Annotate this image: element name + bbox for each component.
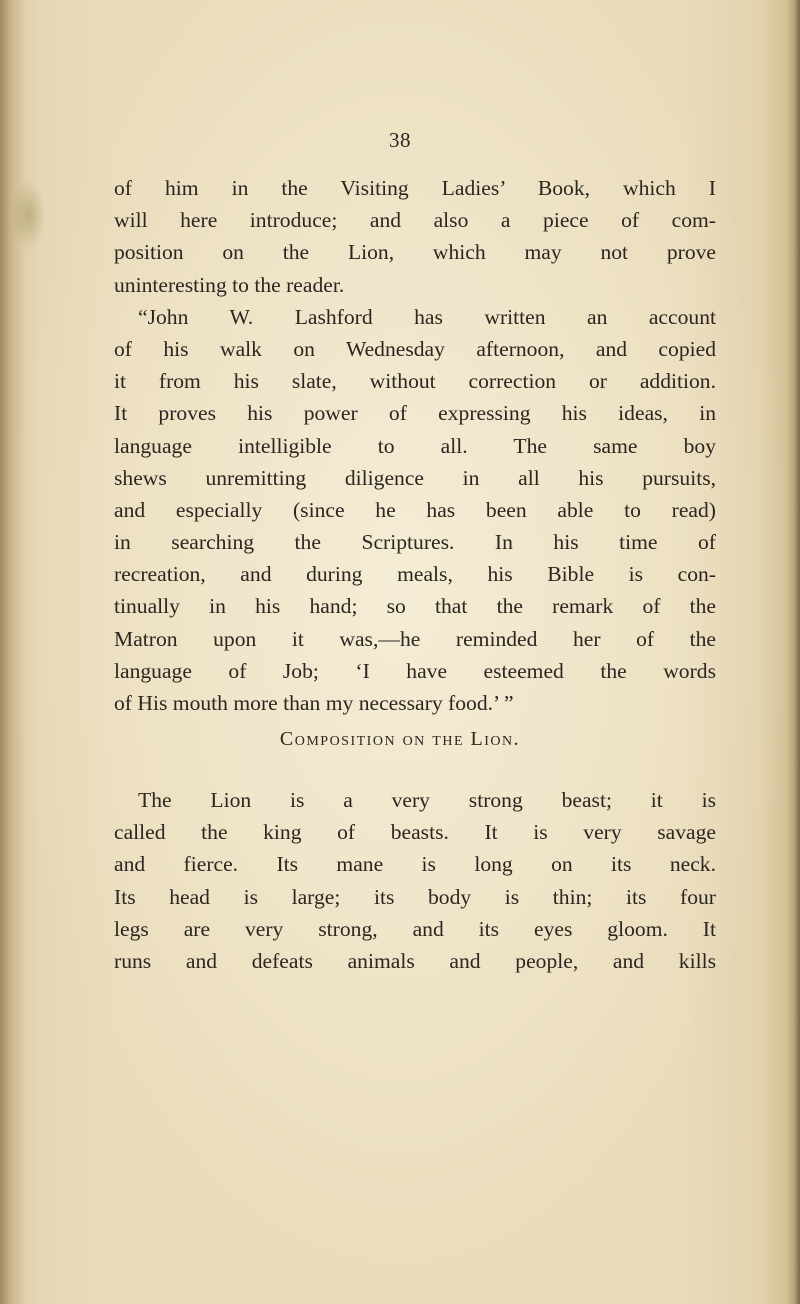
text-line: shews unremitting diligence in all his pursuits, xyxy=(114,465,716,490)
page-edge-shadow xyxy=(786,0,800,1304)
text-line: uninteresting to the reader. xyxy=(114,272,345,297)
text-line: of his walk on Wednesday afternoon, and copied xyxy=(114,336,716,361)
text-line: position on the Lion, which may not prove xyxy=(114,240,716,265)
text-line: of him in the Visiting Ladies’ Book, which I xyxy=(114,176,716,200)
text-line: “John W. Lashford has written an account xyxy=(138,304,716,329)
text-line: will here introduce; and also a piece of com- xyxy=(114,208,716,233)
text-line: recreation, and during meals, his Bible is con- xyxy=(114,562,716,587)
text-line: Matron upon it was,—he reminded her of the xyxy=(114,626,716,651)
paper-stain xyxy=(12,180,46,250)
text-line: called the king of beasts. It is very savage xyxy=(114,820,716,845)
body-text-bottom xyxy=(114,784,716,977)
section-heading: Composition on the Lion. xyxy=(279,728,521,750)
text-line: The Lion is a very strong beast; it is xyxy=(138,788,716,812)
text-line: language of Job; ‘I have esteemed the words xyxy=(114,658,716,683)
text-line: It proves his power of expressing his ideas, in xyxy=(114,401,716,426)
text-line: it from his slate, without correction or addition. xyxy=(114,369,716,394)
text-line: tinually in his hand; so that the remark of the xyxy=(114,594,716,619)
text-line: and especially (since he has been able to read) xyxy=(114,497,716,522)
text-line: runs and defeats animals and people, and kills xyxy=(114,948,716,973)
text-line: Its head is large; its body is thin; its four xyxy=(114,884,716,909)
text-line: legs are very strong, and its eyes gloom. It xyxy=(114,916,716,941)
text-line: of His mouth more than my necessary food.’ ” xyxy=(114,691,514,715)
text-line: in searching the Scriptures. In his time of xyxy=(114,530,716,555)
page-number: 38 xyxy=(389,128,411,152)
text-line: language intelligible to all. The same boy xyxy=(114,433,716,458)
body-text-top xyxy=(114,172,716,719)
text-line: and fierce. Its mane is long on its neck. xyxy=(114,852,716,877)
